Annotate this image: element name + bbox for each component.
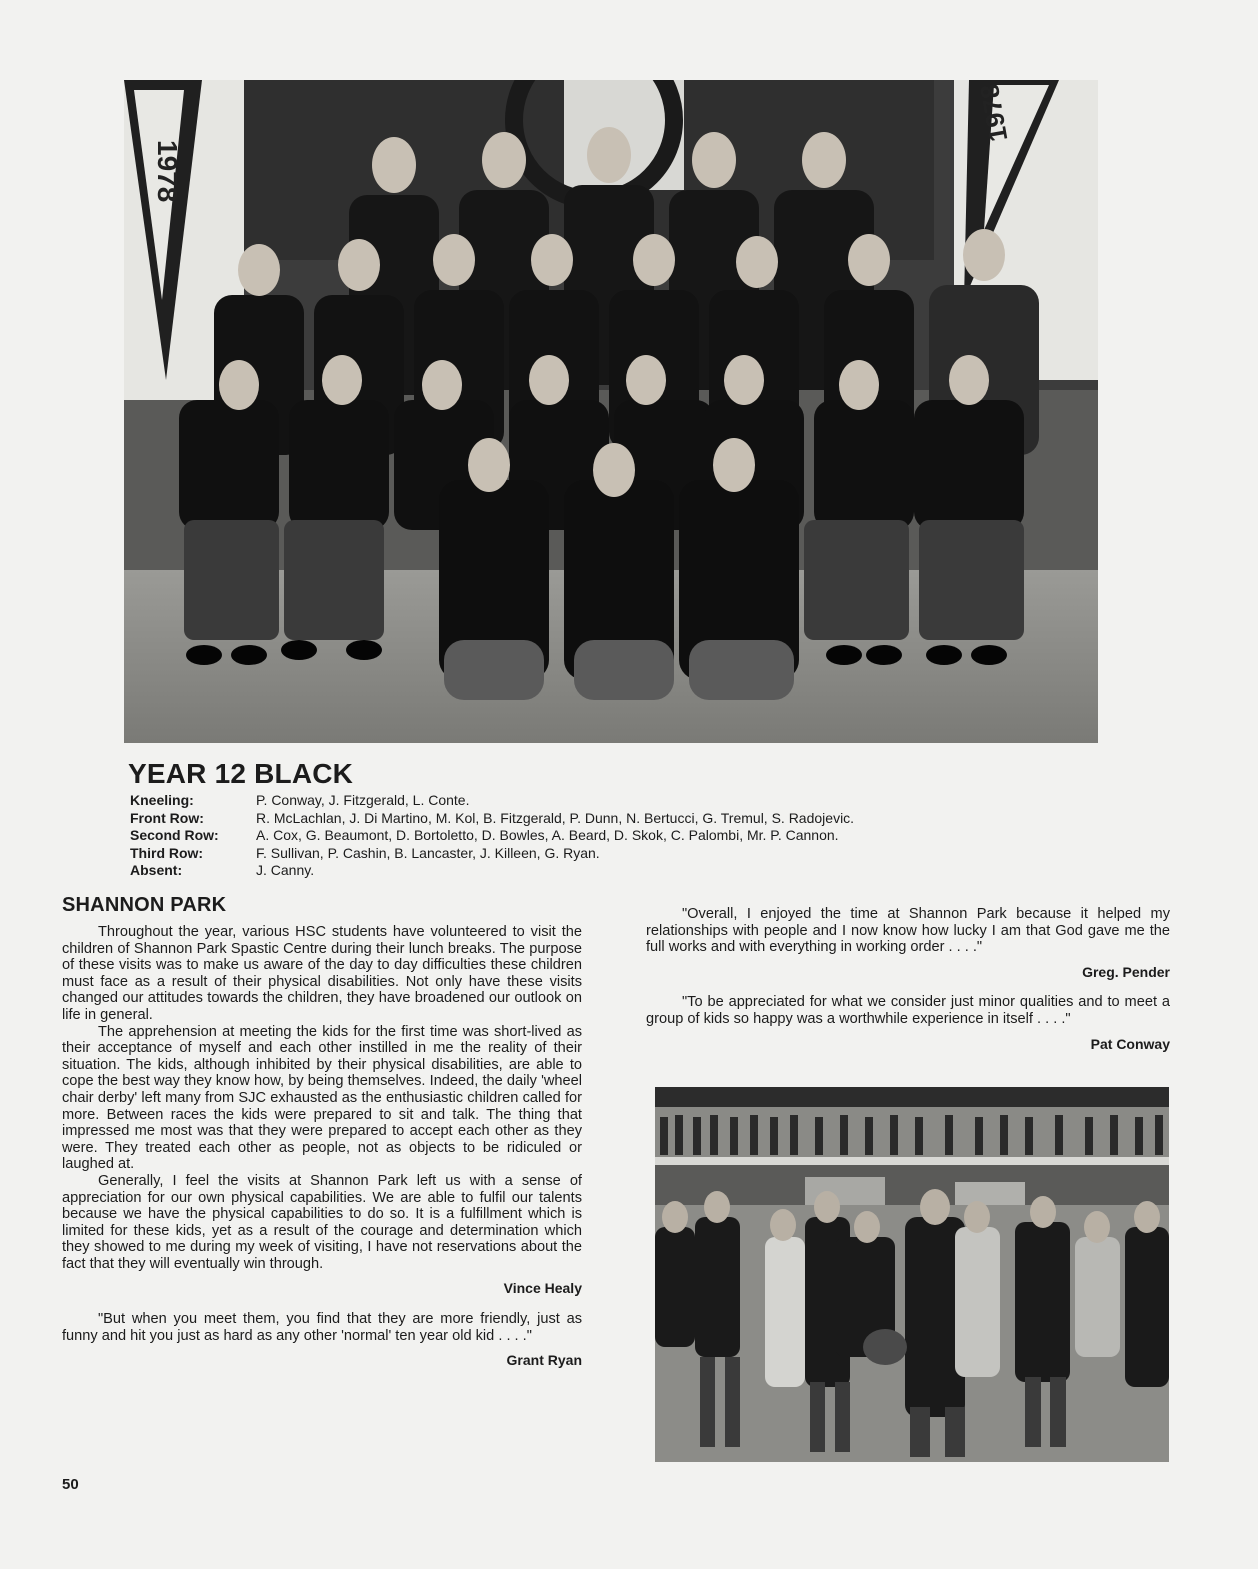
article-paragraph: Throughout the year, various HSC students have volunteered to visit the children of Shannon Park Spastic Centre during their lunch breaks. The purpose of these visits was to make us aware of the day to day difficulties these children must face as a result of their physical disabilities. Not only have these visits changed our attitudes towards the children, they have broadened our outlook on life in general. bbox=[62, 924, 582, 1023]
quote-paragraph: "Overall, I enjoyed the time at Shannon Park because it helped my relationships with people and I now know how lucky I am that God gave me the full works and with everything in working order . . . ." bbox=[646, 906, 1170, 956]
shannon-park-photo-image bbox=[655, 1087, 1169, 1462]
article-left-column bbox=[62, 924, 582, 1383]
class-roster bbox=[130, 792, 854, 880]
article-right-column bbox=[646, 906, 1170, 1066]
roster-label: Second Row: bbox=[130, 827, 219, 844]
roster-label: Kneeling: bbox=[130, 792, 194, 808]
roster-names: F. Sullivan, P. Cashin, B. Lancaster, J. Killeen, G. Ryan. bbox=[256, 844, 600, 861]
class-group-photo bbox=[124, 80, 1098, 743]
article-paragraph: The apprehension at meeting the kids for the first time was short-lived as their acceptance of myself and each other instilled in me the reality of their situation. The kids, although inhibited by their physical disabilities, are able to cope the best way they know how, by being themselves. Indeed, the daily 'wheel chair derby' left many from SJC exhausted as the enthusiastic children called for more. Between races the kids were prepared to sit and talk. The thing that impressed me most was that they were prepared to accept each other as they were. They treated each other as people, not as objects to be ridiculed or laughed at. bbox=[62, 1023, 582, 1173]
pennant-left-text: 1978 bbox=[152, 140, 183, 203]
roster-names: A. Cox, G. Beaumont, D. Bortoletto, D. Bowles, A. Beard, D. Skok, C. Palombi, Mr. P. Cannon. bbox=[256, 827, 839, 844]
author-signature: Vince Healy bbox=[503, 1280, 582, 1297]
roster-row-front bbox=[130, 810, 854, 828]
roster-row-kneeling bbox=[130, 792, 854, 810]
article-paragraph: Generally, I feel the visits at Shannon Park left us with a sense of appreciation for our own physical capabilities. We are able to fulfil our talents because we have the physical capabilities to do so. It is a fulfillment which is limited for these kids, yet as a result of the courage and determination which they showed to me during my week of visiting, I have not reservations about the fact that they will eventually win through. bbox=[62, 1172, 582, 1272]
shannon-park-photo bbox=[655, 1087, 1169, 1462]
roster-row-absent bbox=[130, 862, 854, 880]
roster-row-second bbox=[130, 827, 854, 845]
roster-names: R. McLachlan, J. Di Martino, M. Kol, B. Fitzgerald, P. Dunn, N. Bertucci, G. Tremul, S. Radojevic. bbox=[256, 809, 855, 826]
page-number: 50 bbox=[62, 1476, 79, 1493]
roster-row-third bbox=[130, 845, 854, 863]
roster-names: J. Canny. bbox=[256, 862, 315, 879]
roster-label: Front Row: bbox=[130, 809, 204, 826]
roster-label: Third Row: bbox=[130, 844, 204, 861]
author-signature: Greg. Pender bbox=[1082, 963, 1170, 980]
author-signature: Pat Conway bbox=[1090, 1035, 1170, 1052]
author-signature: Grant Ryan bbox=[506, 1352, 582, 1369]
roster-names: P. Conway, J. Fitzgerald, L. Conte. bbox=[256, 792, 470, 808]
roster-label: Absent: bbox=[130, 862, 183, 879]
quote-paragraph: "To be appreciated for what we consider just minor qualities and to meet a group of kids so happy was a worthwhile experience in itself . . . ." bbox=[646, 994, 1170, 1027]
class-title: YEAR 12 BLACK bbox=[128, 758, 354, 789]
quote-paragraph: "But when you meet them, you find that they are more friendly, just as funny and hit you just as hard as any other 'normal' ten year old kid . . . ." bbox=[62, 1311, 582, 1344]
article-title: SHANNON PARK bbox=[62, 894, 227, 916]
class-group-photo-image bbox=[124, 80, 1098, 743]
pennant-right-text: 1978 bbox=[973, 81, 1014, 144]
